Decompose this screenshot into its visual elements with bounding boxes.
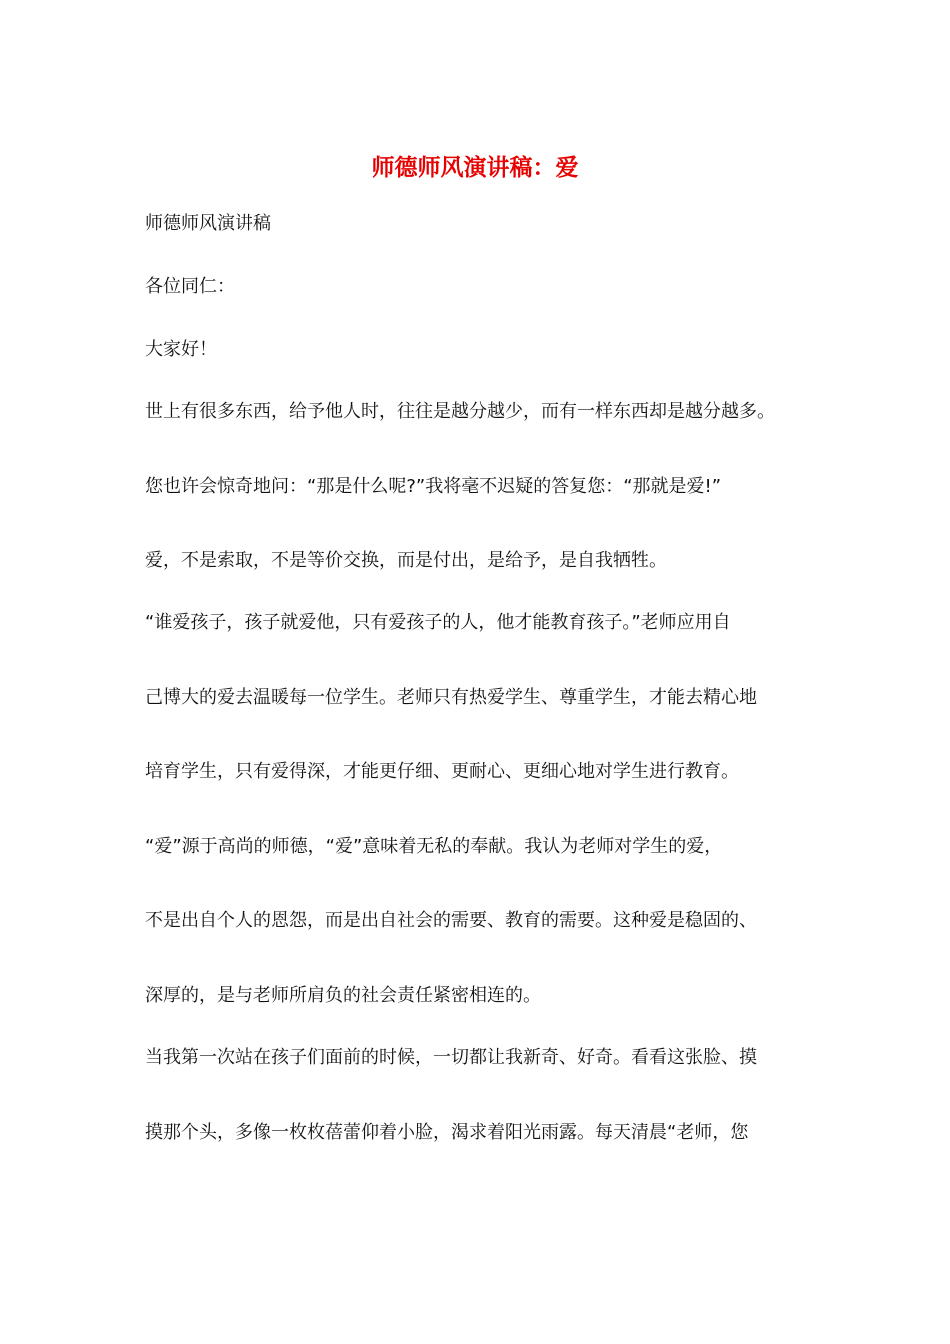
text-line-hello: 大家好！ [145,339,217,360]
text-line-paragraph-3: 爱，不是索取，不是等价交换，而是付出，是给予，是自我牺牲。 [145,550,667,571]
document-title: 师德师风演讲稿：爱 [371,155,579,181]
text-line-subtitle: 师德师风演讲稿 [145,213,271,234]
text-line-paragraph-1: 世上有很多东西，给予他人时，往往是越分越少，而有一样东西却是越分越多。 [145,401,775,422]
text-line-paragraph-6b: 摸那个头，多像一枚枚蓓蕾仰着小脸，渴求着阳光雨露。每天清晨“老师，您 [145,1122,749,1143]
text-line-paragraph-5a: “爱”源于高尚的师德，“爱”意味着无私的奉献。我认为老师对学生的爱， [145,836,723,857]
text-line-paragraph-5b: 不是出自个人的恩怨，而是出自社会的需要、教育的需要。这种爱是稳固的、 [145,910,757,931]
text-line-paragraph-4c: 培育学生，只有爱得深，才能更仔细、更耐心、更细心地对学生进行教育。 [145,761,739,782]
text-line-paragraph-4a: “谁爱孩子，孩子就爱他，只有爱孩子的人，他才能教育孩子。”老师应用自 [145,612,731,633]
text-line-greeting: 各位同仁： [145,276,235,297]
text-line-paragraph-5c: 深厚的，是与老师所肩负的社会责任紧密相连的。 [145,985,541,1006]
text-line-paragraph-6a: 当我第一次站在孩子们面前的时候，一切都让我新奇、好奇。看看这张脸、摸 [145,1047,757,1068]
text-line-paragraph-2: 您也许会惊奇地问：“那是什么呢?”我将毫不迟疑的答复您：“那就是爱!” [145,476,722,497]
text-line-paragraph-4b: 己博大的爱去温暖每一位学生。老师只有热爱学生、尊重学生，才能去精心地 [145,687,757,708]
